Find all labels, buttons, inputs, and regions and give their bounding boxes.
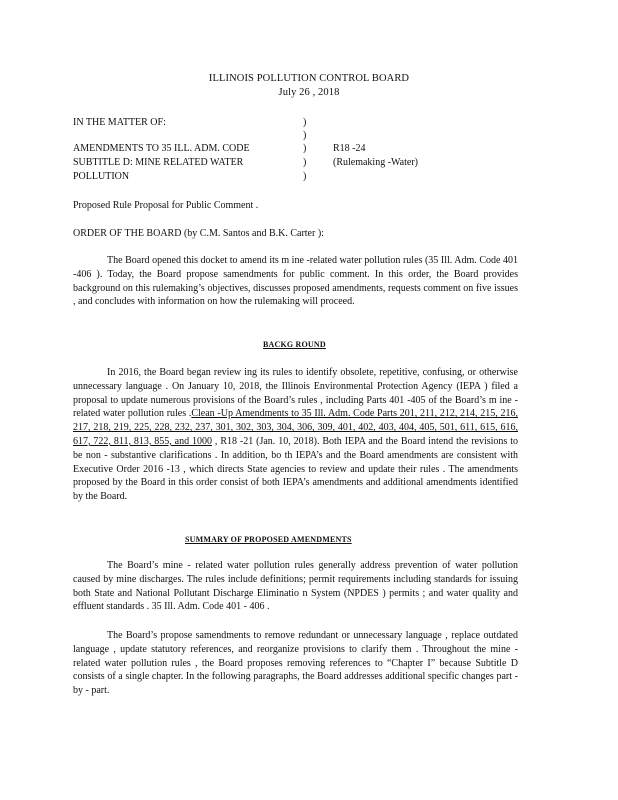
caption-pollution-line: POLLUTION (73, 171, 130, 182)
in-the-matter-label: IN THE MATTER OF: (73, 117, 166, 128)
board-name: ILLINOIS POLLUTION CONTROL BOARD (208, 73, 410, 84)
background-text-citation: Clean -Up Amendments to 35 Ill. Adm. Code Parts 201, 211, 212, 214, 215, 216, 217, 218, 219, 225, 228, 232, 237, 301, 302, 303, 304, 306, 309, 401, 402, 403, 404, 405, 501, 611, 615, 616, 617, 722, 811, 813, 855, and 1000 (73, 408, 518, 447)
intro-paragraph-text: The Board opened this docket to amend its m ine -related water pollution rules (35 Ill. Adm. Code 401 -406 ). Today, the Board propose samendments for public comment. In this order, the Board provides background on this rulemaking’s objectives, discusses proposed amendments, requests comment on five issues , and concludes with information on how the rulemaking will proceed. (73, 255, 518, 308)
document-date: July 26 , 2018 (278, 87, 340, 98)
order-line: ORDER OF THE BOARD (by C.M. Santos and B.K. Carter ): (73, 228, 324, 239)
background-heading: BACKG ROUND (263, 340, 326, 349)
caption-paren: ) (303, 143, 307, 154)
background-text-start: In 2016, the Board began review ing its rules to identify obsolete, repetitive, confusing, or otherwise unnecessary language . On January 10, 2018, the Illinois Environmental Protection Agency (IEPA ) filed a proposal to update numerous provisions of the Board’s rules , including Parts 401 -405 of the Board’s m ine -related water pollution rules . (73, 367, 518, 420)
summary-paragraph-1-text: The Board’s mine - related water pollution rules generally address prevention of water pollution caused by mine discharges. The rules include definitions; permit requirements including standards for issuing both State and National Pollutant Discharge Eliminatio n System (NPDES ) permits ; and water quality and effluent standards . 35 Ill. Adm. Code 401 - 406 . (73, 560, 518, 613)
caption-paren: ) (303, 157, 307, 168)
background-paragraph (73, 366, 518, 504)
summary-paragraph-1 (73, 559, 518, 614)
caption-subtitle-line: SUBTITLE D: MINE RELATED WATER (73, 157, 244, 168)
proposal-title: Proposed Rule Proposal for Public Comment . (73, 200, 259, 211)
summary-paragraph-2 (73, 629, 518, 698)
docket-number: R18 -24 (333, 143, 366, 154)
caption-paren: ) (303, 117, 307, 128)
summary-heading: SUMMARY OF PROPOSED AMENDMENTS (185, 535, 352, 544)
intro-paragraph (73, 254, 518, 309)
caption-amendments-line: AMENDMENTS TO 35 ILL. ADM. CODE (73, 143, 250, 154)
summary-paragraph-2-text: The Board’s propose samendments to remove redundant or unnecessary language , replace outdated language , update statutory references, and reorganize provisions to clarify them . Throughout the mine -related water pollution rules , the Board proposes removing references to “Chapter I” because Subtitle D consists of a single chapter. In the following paragraphs, the Board addresses additional specific changes part - by - part. (73, 630, 518, 697)
caption-paren: ) (303, 130, 307, 141)
background-text-end: , R18 -21 (Jan. 10, 2018). Both IEPA and the Board intend the revisions to be non - substantive clarifications . In addition, bo th IEPA’s and the Board amendments are consistent with Executive Order 2016 -13 , which directs State agencies to review and update their rules . The amendments proposed by the Board in this order consist of both IEPA’s amendments and additional amendments identified by the Board. (73, 435, 518, 503)
rulemaking-type: (Rulemaking -Water) (333, 157, 418, 168)
caption-paren: ) (303, 171, 307, 182)
